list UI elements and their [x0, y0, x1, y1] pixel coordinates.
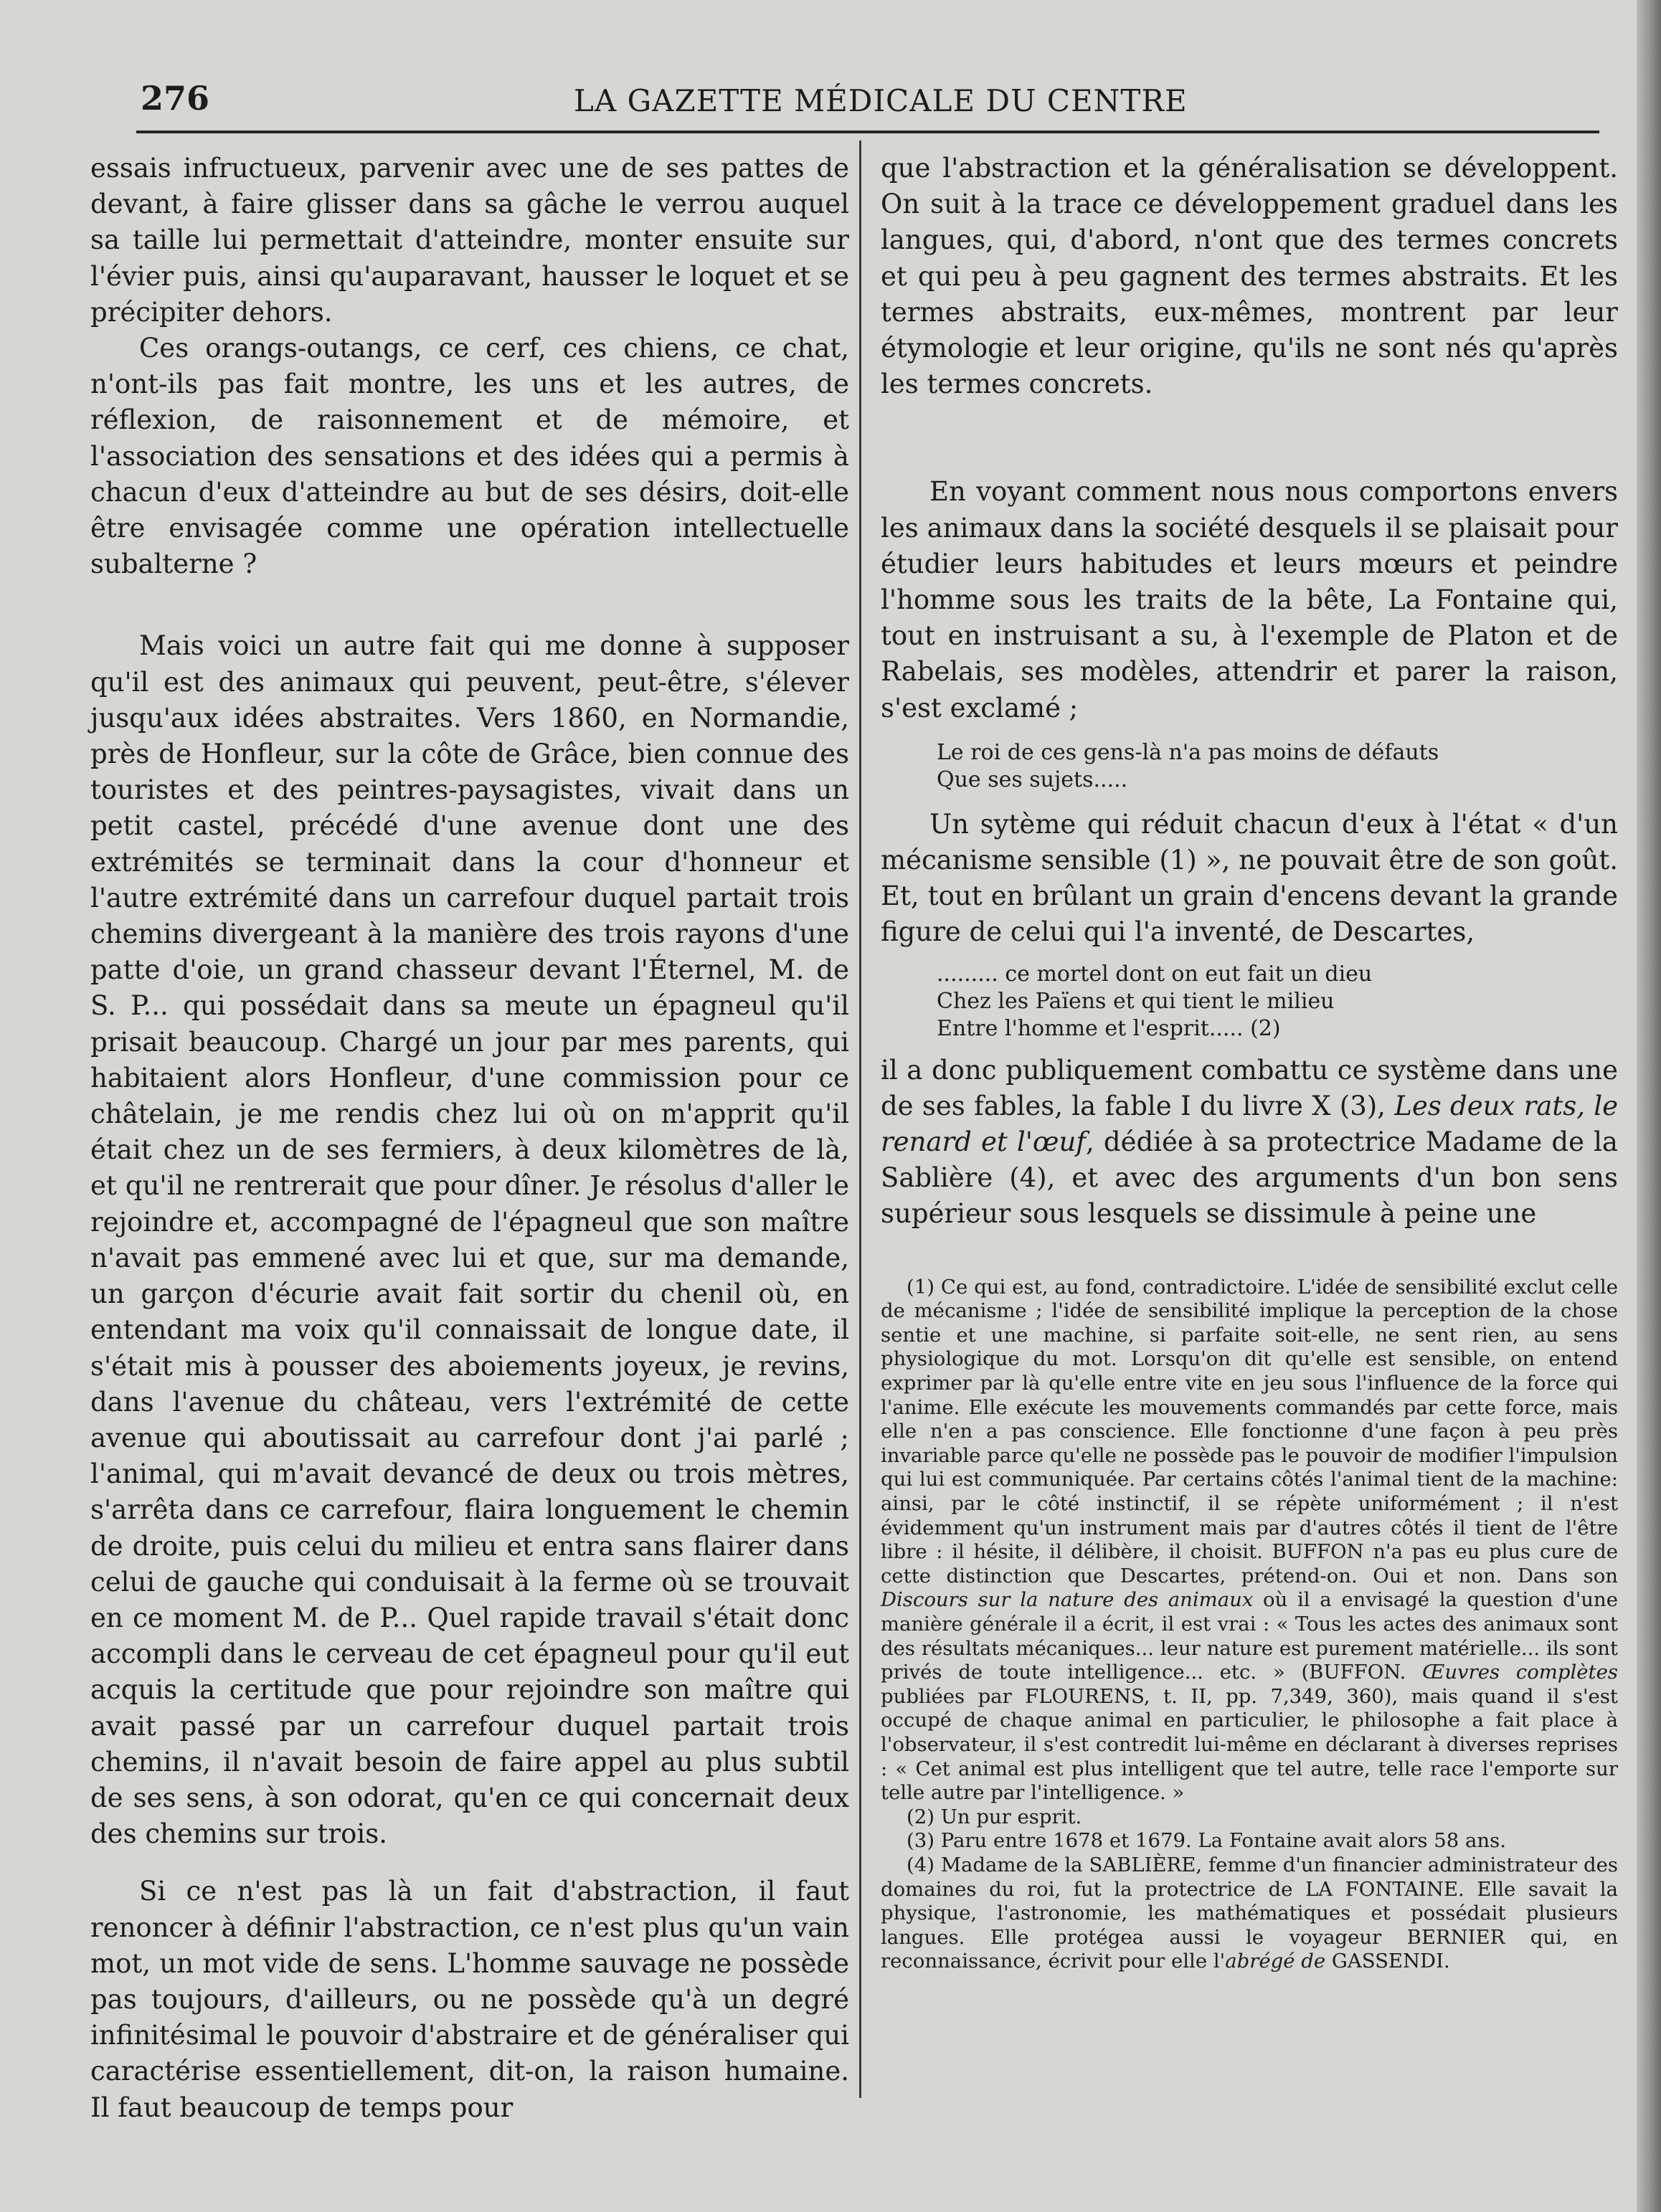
right-paragraph-4	[881, 1053, 1618, 1233]
column-divider	[859, 141, 861, 2098]
page-header	[136, 79, 1614, 122]
right-paragraph-2: En voyant comment nous nous comportons envers les animaux dans la société desquels il se plaisait pour étudier leurs habitudes et leurs mœurs et peindre l'homme sous les traits de la bête, La Fontaine qui, tout en instruisant a su, à l'exemple de Platon et de Rabelais, ses modèles, attendrir et parer la raison, s'est exclamé ;	[881, 476, 1618, 723]
left-paragraph-1: essais infructueux, parvenir avec une de ses pattes de devant, à faire glisser dans sa gâche le verrou auquel sa taille lui permettait d'atteindre, monter ensuite sur l'évier puis, ainsi qu'auparavant, hausser le loquet et se précipiter dehors.	[90, 153, 849, 328]
page-number: 276	[141, 79, 210, 118]
verse-quote-1	[881, 739, 1618, 794]
fable-title: Les deux rats, le renard et l'œuf	[881, 1090, 1618, 1158]
footnote-4	[881, 1853, 1618, 1974]
footnote-2: (2) Un pur esprit.	[907, 1805, 1082, 1828]
footnote-1	[881, 1276, 1618, 1805]
verse-quote-2	[881, 961, 1618, 1043]
verse-line: ......... ce mortel dont on eut fait un dieu	[937, 961, 1373, 987]
footnote-3: (3) Paru entre 1678 et 1679. La Fontaine avait alors 58 ans.	[907, 1829, 1506, 1853]
verse-line: Que ses sujets.....	[937, 766, 1128, 792]
header-rule	[136, 130, 1599, 133]
paragraph-text: il a donc publiquement combattu ce système dans une de ses fables, la fable I du livre X (3),	[881, 1054, 1618, 1121]
footnote-italic: abrégé de	[1225, 1950, 1326, 1973]
right-column	[881, 151, 1618, 1974]
footnotes	[881, 1276, 1618, 1974]
footnote-italic: Discours sur la nature des animaux	[881, 1588, 1254, 1612]
left-paragraph-3: Mais voici un autre fait qui me donne à supposer qu'il est des animaux qui peuvent, peut-être, s'élever jusqu'aux idées abstraites. Vers 1860, en Normandie, près de Honfleur, sur la côte de Grâce, bien connue des touristes et des peintres-paysagistes, vivait dans un petit castel, précédé d'une avenue dont une des extrémités se terminait dans la cour d'honneur et l'autre extrémité dans un carrefour duquel partait trois chemins divergeant à la manière des trois rayons d'une patte d'oie, un grand chasseur devant l'Éternel, M. de S. P... qui possédait dans sa meute un épagneul qu'il prisait beaucoup. Chargé un jour par mes parents, qui habitaient alors Honfleur, d'une commission pour ce châtelain, je me rendis chez lui où on m'apprit qu'il était chez un de ses fermiers, à deux kilomètres de là, et qu'il ne rentrerait que pour dîner. Je résolus d'aller le rejoindre et, accompagné de l'épagneul que son maître n'avait pas emmené avec lui et que, sur ma demande, un garçon d'écurie avait fait sortir du chenil où, en entendant ma voix qu'il connaissait de longue date, il s'était mis à pousser des aboiements joyeux, je revins, dans l'avenue du château, vers l'extrémité de cette avenue qui aboutissait au carrefour dont j'ai parlé ; l'animal, qui m'avait devancé de deux ou trois mètres, s'arrêta dans ce carrefour, flaira longuement le chemin de droite, puis celui du milieu et entra sans flairer dans celui de gauche qui conduisait à la ferme où se trouvait en ce moment M. de P... Quel rapide travail s'était donc accompli dans le cerveau de cet épagneul pour qu'il eut acquis la certitude que pour rejoindre son maître qui avait passé par un carrefour duquel partait trois chemins, il n'avait besoin de faire appel au plus subtil de ses sens, à son odorat, qu'en ce qui concernait deux des chemins sur trois.	[90, 630, 849, 1850]
right-paragraph-3: Un sytème qui réduit chacun d'eux à l'état « d'un mécanisme sensible (1) », ne pouvait être de son goût. Et, tout en brûlant un grain d'encens devant la grande figure de celui qui l'a inventé, de Descartes,	[881, 808, 1618, 948]
verse-line: Chez les Païens et qui tient le milieu	[937, 988, 1335, 1014]
footnote-italic: Œuvres complètes	[1422, 1661, 1618, 1684]
right-paragraph-1: que l'abstraction et la généralisation se développent. On suit à la trace ce développement graduel dans les langues, qui, d'abord, n'ont que des termes concrets et qui peu à peu gagnent des termes abstraits. Et les termes abstraits, eux-mêmes, montrent par leur étymologie et leur origine, qu'ils ne sont nés qu'après les termes concrets.	[881, 153, 1618, 400]
footnote-text: publiées par FLOURENS, t. II, pp. 7,349, 360), mais quand il s'est occupé de chaque animal en particulier, le philosophe a fait place à l'observateur, il s'est contredit lui-même en déclarant à diverses reprises : « Cet animal est plus intelligent que tel autre, telle race l'emporte sur telle autre par l'intelligence. »	[881, 1684, 1618, 1805]
footnote-text: (4) Madame de la SABLIÈRE, femme d'un financier administrateur des domaines du roi, fut la protectrice de LA FONTAINE. Elle savait la physique, l'astronomie, les mathématiques et possédait plusieurs langues. Elle protégea aussi le voyageur BERNIER qui, en reconnaissance, écrivit pour elle l'	[881, 1853, 1618, 1973]
footnote-text: où il a envisagé la question d'une manière générale il a écrit, il est vrai : « Tous les actes des animaux sont des résultats mécaniques... leur nature est purement matérielle... ils sont privés de toute intelligence... etc. » (BUFFON.	[881, 1588, 1618, 1684]
verse-line: Entre l'homme et l'esprit..... (2)	[937, 1015, 1281, 1041]
paragraph-text: , dédiée à sa protectrice Madame de la Sablière (4), et avec des arguments d'un bon sens supérieur sous lesquels se dissimule à peine une	[881, 1126, 1618, 1230]
left-paragraph-4: Si ce n'est pas là un fait d'abstraction, il faut renoncer à définir l'abstraction, ce n'est plus qu'un vain mot, un mot vide de sens. L'homme sauvage ne possède pas toujours, d'ailleurs, ou ne possède qu'à un degré infinitésimal le pouvoir d'abstraire et de généraliser qui caractérise essentiellement, dit-on, la raison humaine. Il faut beaucoup de temps pour	[90, 1876, 849, 2123]
footnote-text: GASSENDI.	[1325, 1950, 1450, 1973]
left-column	[90, 151, 849, 2126]
journal-title: LA GAZETTE MÉDICALE DU CENTRE	[574, 83, 1188, 118]
left-paragraph-2: Ces orangs-outangs, ce cerf, ces chiens, ce chat, n'ont-ils pas fait montre, les uns et les autres, de réflexion, de raisonnement et de mémoire, et l'association des sensations et des idées qui a permis à chacun d'eux d'atteindre au but de ses désirs, doit-elle être envisagée comme une opération intellectuelle subalterne ?	[90, 333, 849, 580]
footnote-text: (1) Ce qui est, au fond, contradictoire. L'idée de sensibilité exclut celle de mécanisme ; l'idée de sensibilité implique la perception de la chose sentie et une machine, si parfaite soit-elle, ne sent rien, au sens physiologique du mot. Lorsqu'on dit qu'elle est sensible, on entend exprimer par là qu'elle entre vite en jeu sous l'influence de la force qui l'anime. Elle exécute les mouvements commandés par cette force, mais elle n'en a pas conscience. Elle fonctionne d'une façon à peu près invariable parce qu'elle ne possède pas le pouvoir de modifier l'impulsion qui lui est communiquée. Par certains côtés l'animal tient de la machine: ainsi, par le côté instinctif, il se répète uniformément ; il n'est évidemment qu'un instrument mais par d'autres côtés il tient de l'être libre : il hésite, il délibère, il choisit. BUFFON n'a pas eu plus cure de cette distinction que Descartes, prétend-on. Oui et non. Dans son	[881, 1275, 1618, 1587]
verse-line: Le roi de ces gens-là n'a pas moins de défauts	[937, 739, 1439, 765]
page-edge-shadow	[1637, 0, 1661, 2212]
